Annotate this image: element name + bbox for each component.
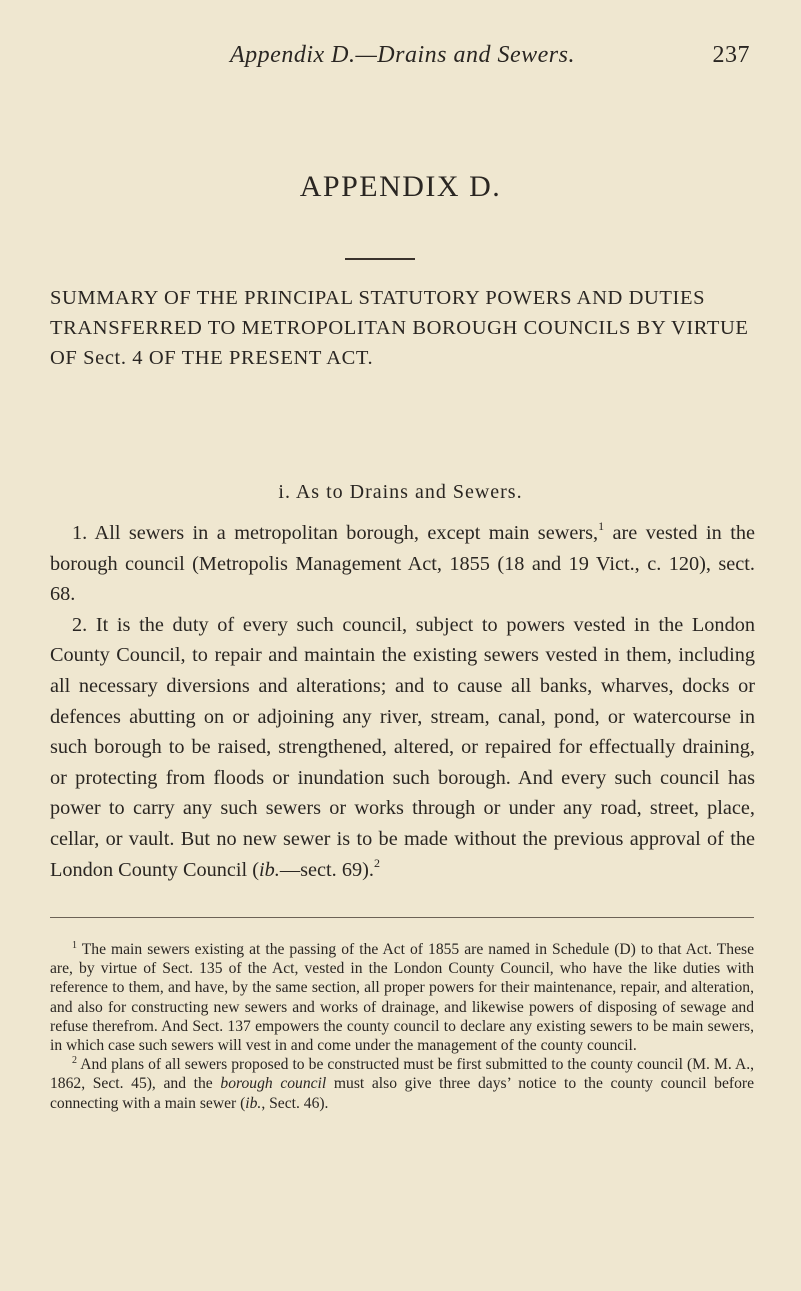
paragraph-2: 2. It is the duty of every such council, subject to powers vested in the London County Council, to repair and maintain the existing sewers vested in them, including all necessary diversions and alterations; and to cause all banks, wharves, docks or defences abutting on or adjoining any river, stream, canal, pond, or watercourse in such borough to be raised, strengthened, altered, or repaired for effectually draining, or protecting from floods or inundation such borough. And every such council has power to carry any such sewers or works through or under any road, street, place, cellar, or vault. But no new sewer is to be made without the previous approval of the London County Council (ib.—sect. 69).$^2$	[50, 613, 755, 881]
body-text	[50, 518, 755, 885]
footnote-1: $^1$ The main sewers existing at the passing of the Act of 1855 are named in Schedule (D) to that Act. These are, by virtue of Sect. 135 of the Act, vested in the London County Council, who have the like duties with reference to them, and have, by the same section, all proper powers for their maintenance, repair, and alteration, and also for constructing new sewers and works of drainage, and likewise powers of disposing of sewage and refuse therefrom. And Sect. 137 empowers the county council to declare any existing sewers to be main sewers, in which case such sewers will vest in and come under the management of the county council.	[50, 940, 754, 1055]
footnote-ref-1: 1	[598, 519, 605, 533]
appendix-title: APPENDIX D.	[299, 170, 502, 203]
footnote-2: $^2$ And plans of all sewers proposed to be constructed must be first submitted to the county council (M. M. A., 1862, Sect. 45), and the borough council must also give three days’ notice to the county council before connecting with a main sewer (ib., Sect. 46).	[50, 1055, 755, 1112]
page-number: 237	[712, 42, 750, 68]
summary-heading: SUMMARY OF THE PRINCIPAL STATUTORY POWERS AND DUTIES TRANSFERRED TO METROPOLITAN BOROUGH COUNCILS BY VIRTUE OF Sect. 4 OF THE PRESENT ACT.	[50, 287, 749, 369]
footnote-rule	[50, 917, 754, 918]
footnote-ref-2: 2	[373, 855, 380, 870]
footnotes	[50, 940, 754, 1113]
section-heading: i. As to Drains and Sewers.	[278, 481, 523, 503]
title-rule	[345, 258, 415, 260]
paragraph-1: 1. All sewers in a metropolitan borough, except main sewers,$^1$ are vested in the borough council (Metropolis Management Act, 1855 (18 and 19 Vict., c. 120), sect. 68.	[50, 519, 755, 606]
running-title: Appendix D.—Drains and Sewers.	[230, 42, 575, 68]
